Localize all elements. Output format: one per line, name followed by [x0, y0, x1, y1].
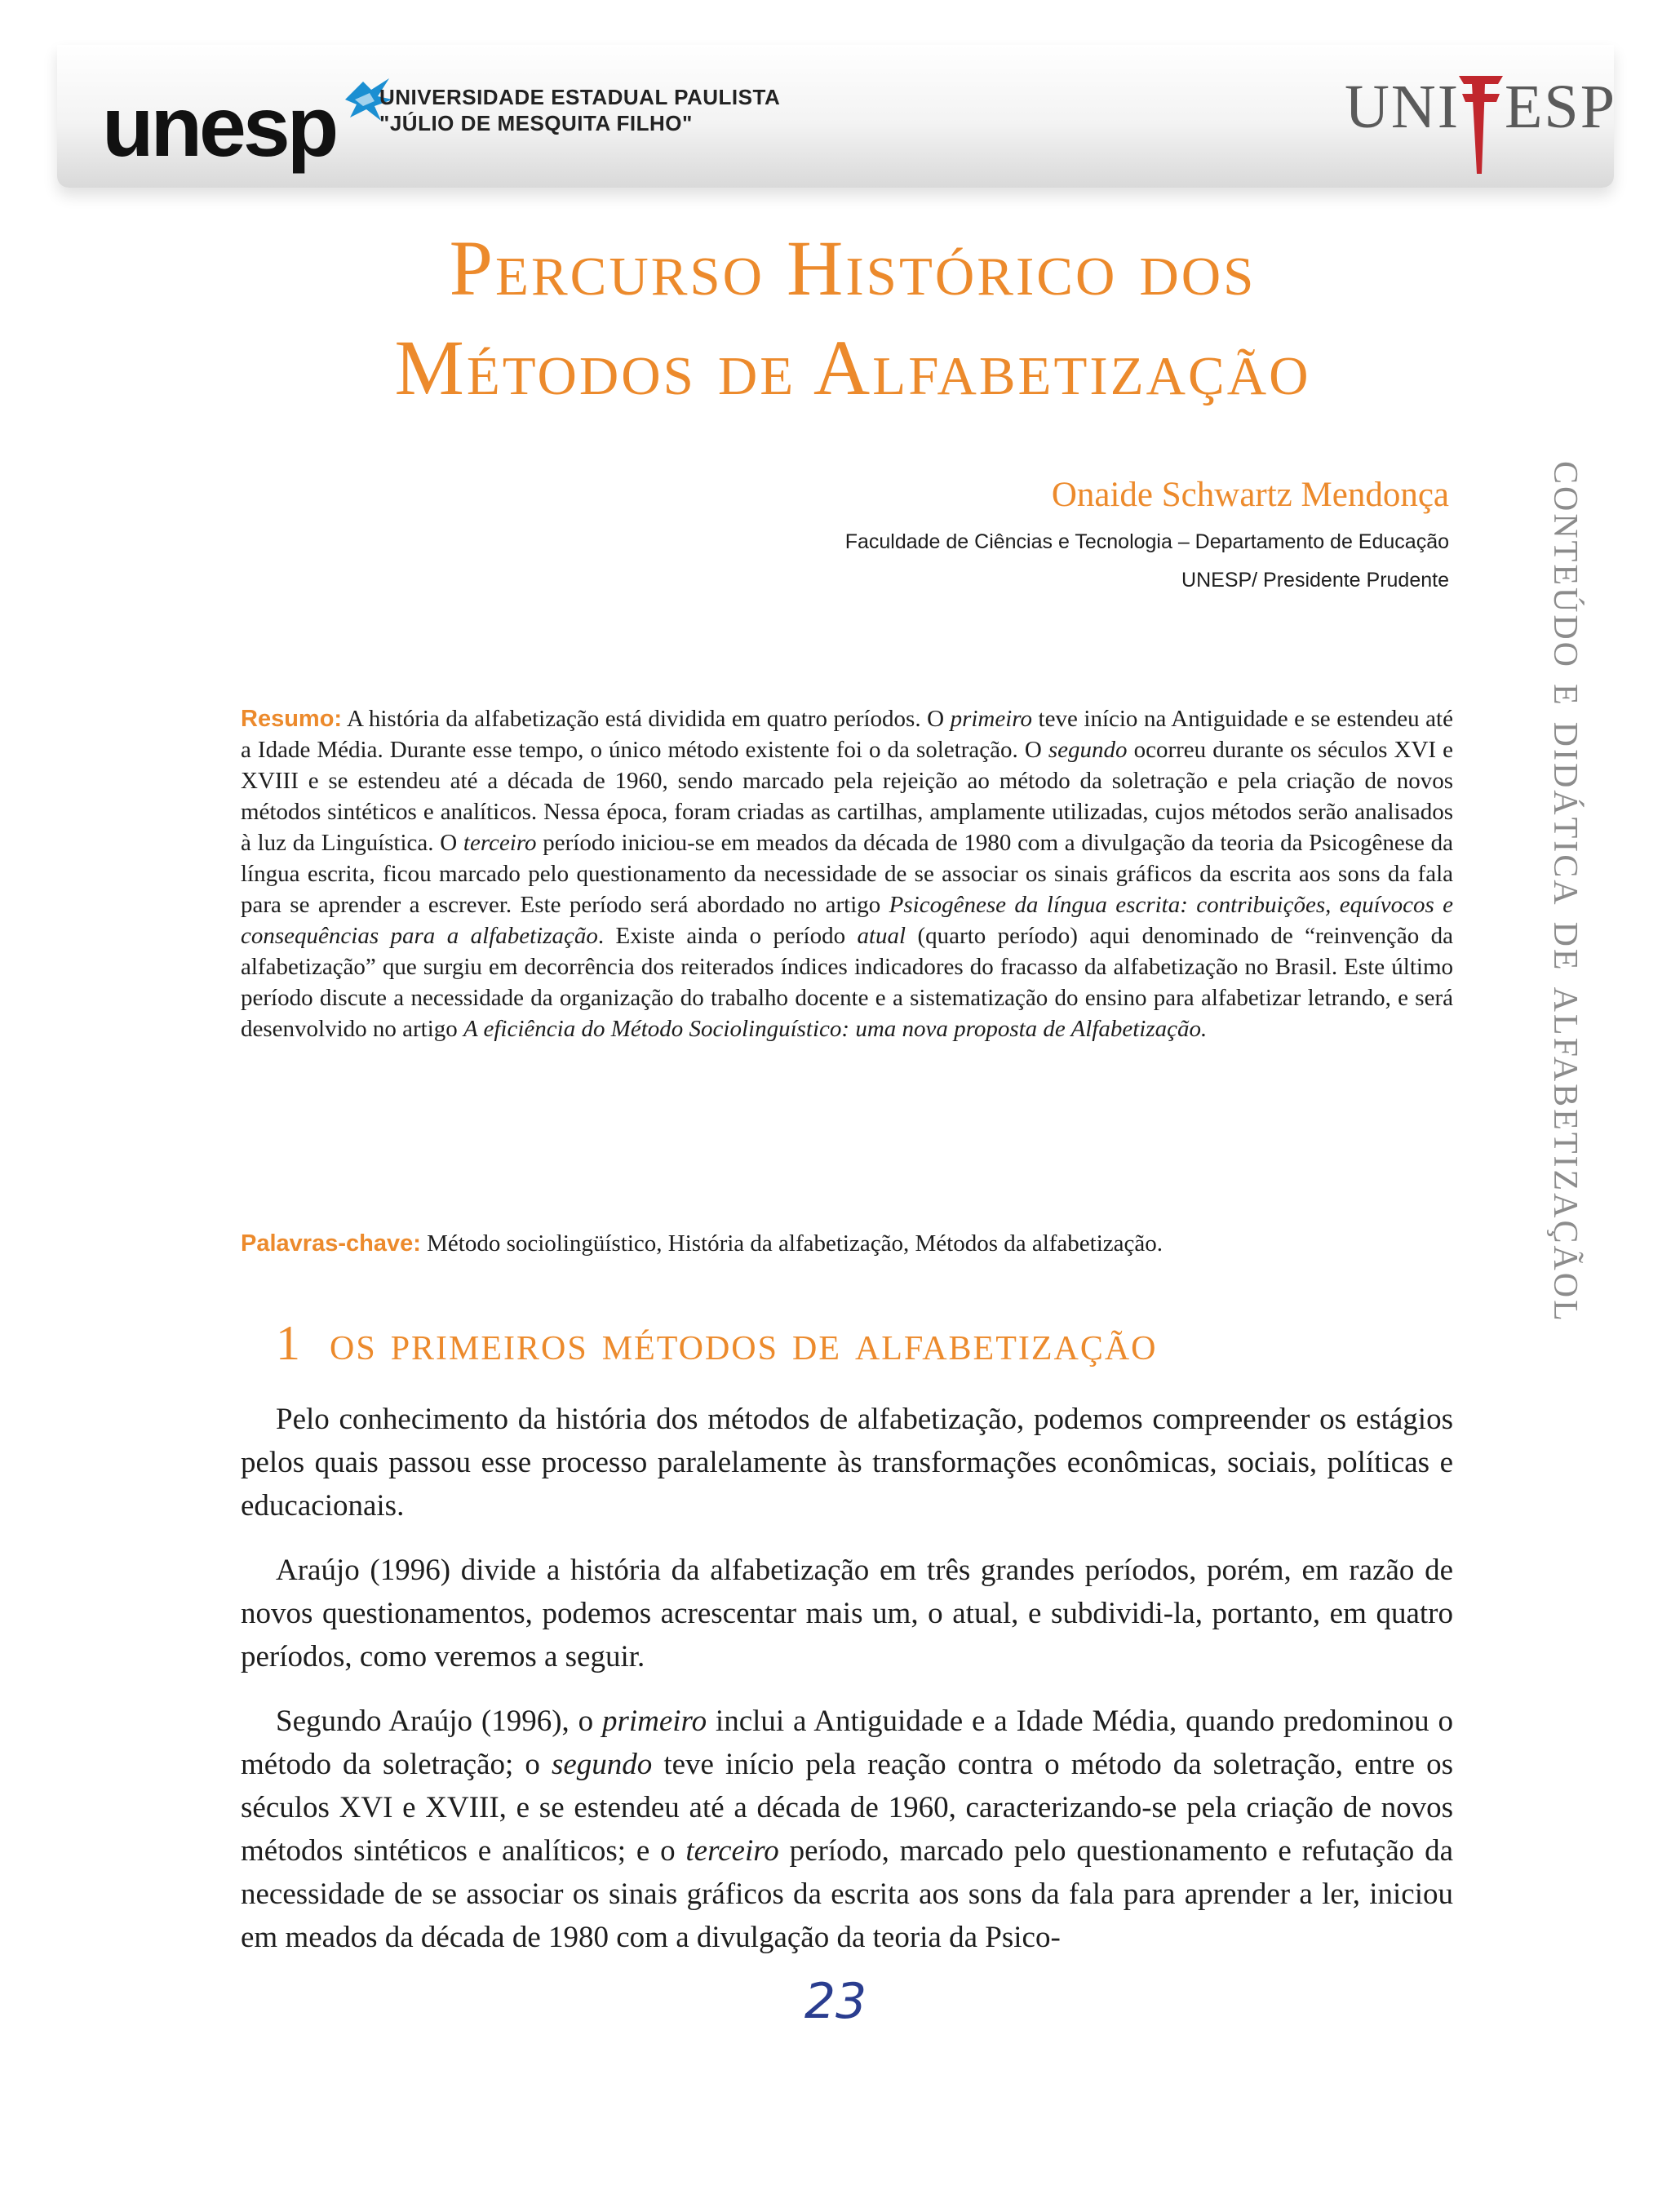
body-italic: primeiro [601, 1704, 707, 1738]
body-text [241, 1398, 1453, 1980]
section-number: 1 [276, 1316, 302, 1370]
abstract [241, 703, 1453, 1044]
affiliation-line2: UNESP/ Presidente Prudente [1181, 569, 1449, 592]
unesp-logo [102, 75, 396, 175]
author-name: Onaide Schwartz Mendonça [1051, 476, 1449, 514]
section-title-text: os primeiros métodos de alfabetização [330, 1316, 1158, 1370]
body-italic: terceiro [685, 1834, 779, 1868]
abstract-text: A história da alfabetização está dividida em quatro períodos. O [342, 706, 951, 732]
abstract-text: ocorreu durante os séculos XVI e XVIII e se estendeu até a década de 1960, sendo marcado pela rejeição ao método da soletração e pela criação de novos métodos sintéticos e analíticos. Nessa época, foram criadas as cartilhas, amplamente utilizadas, cujos métodos serão analisados à luz da Linguística. O [241, 737, 1453, 856]
keywords [241, 1228, 1453, 1259]
abstract-italic: Psicogênese da língua escrita: contribuições, equívocos e consequências para a alfabetização [241, 892, 1453, 949]
univesp-logo-right: ESP [1505, 73, 1616, 141]
body-paragraph-1: Pelo conhecimento da história dos métodos de alfabetização, podemos compreender os estágios pelos quais passou esse processo paralelamente às transformações econômicas, sociais, políticas e educacionais. [241, 1403, 1453, 1523]
university-name-line1: UNIVERSIDADE ESTADUAL PAULISTA [379, 85, 781, 109]
body-italic: segundo [551, 1748, 653, 1781]
abstract-italic: segundo [1048, 737, 1128, 763]
abstract-italic: atual [857, 923, 906, 949]
abstract-italic: A eficiência do Método Sociolinguístico: uma nova proposta de Alfabetização. [463, 1016, 1208, 1042]
abstract-text: período iniciou-se em meados da década de 1980 com a divulgação da teoria da Psicogênese da língua escrita, ficou marcado pelo questionamento da necessidade de se associar os sinais gráficos da escrita aos sons da fala para se aprender a escrever. Este período será abordado no artigo [241, 830, 1453, 918]
body-text-run: período, marcado pelo questionamento e refutação da necessidade de se associar os sinais gráficos da escrita aos sons da fala para aprender a ler, iniciou em meados da década de 1980 com a divulgação da teoria da Psico- [241, 1834, 1453, 1954]
side-label [1542, 461, 1607, 1705]
document-title-line2: Métodos de Alfabetização [394, 324, 1311, 411]
keywords-label: Palavras-chave: [241, 1230, 421, 1257]
body-text-run: teve início pela reação contra o método da soletração, entre os séculos XVI e XVIII, e se estendeu até a década de 1960, caracterizando-se pela criação de novos métodos sintéticos e analíticos; e o [241, 1748, 1454, 1868]
document-title [241, 219, 1465, 418]
university-name [379, 84, 780, 136]
abstract-text: . Existe ainda o período [597, 923, 858, 949]
univesp-logo-left: UNI [1345, 73, 1460, 141]
body-text-run: Segundo Araújo (1996), o [276, 1704, 602, 1738]
body-text-run: inclui a Antiguidade e a Idade Média, quando predominou o método da soletração; o [241, 1704, 1453, 1781]
abstract-text: teve início na Antiguidade e se estendeu até a Idade Média. Durante esse tempo, o único método existente foi o da soletração. O [241, 706, 1453, 763]
abstract-text: (quarto período) aqui denominado de “reinvenção da alfabetização” que surgiu em decorrência dos reiterados índices indicadores do fracasso da alfabetização no Brasil. Este último período discute a necessidade da organização do trabalho docente e a sistematização do ensino para alfabetizar letrando, e será desenvolvido no artigo [241, 923, 1453, 1042]
affiliation-line1: Faculdade de Ciências e Tecnologia – Departamento de Educação [844, 530, 1449, 553]
abstract-italic: primeiro [950, 706, 1033, 732]
document-title-line1: Percurso Histórico dos [449, 224, 1257, 312]
body-paragraph-3 [241, 1700, 1453, 1959]
university-name-line2: "JÚLIO DE MESQUITA FILHO" [379, 111, 693, 135]
section-heading [276, 1315, 1158, 1372]
abstract-italic: terceiro [463, 830, 537, 856]
univesp-v-icon [1457, 69, 1505, 175]
side-label-text: conteúdo e didática de alfabetizaçãol [1544, 461, 1598, 1323]
keywords-text: Método sociolingüístico, História da alfabetização, Métodos da alfabetização. [420, 1230, 1163, 1257]
unesp-logo-text: unesp [102, 80, 336, 175]
abstract-label: Resumo: [241, 706, 343, 732]
page-number: 23 [804, 1973, 867, 2030]
body-paragraph-2: Araújo (1996) divide a história da alfabetização em três grandes períodos, porém, em razão de novos questionamentos, podemos acrescentar mais um, o atual, e subdividi-la, portanto, em quatro períodos, como veremos a seguir. [241, 1554, 1453, 1673]
univesp-logo [1345, 69, 1616, 180]
